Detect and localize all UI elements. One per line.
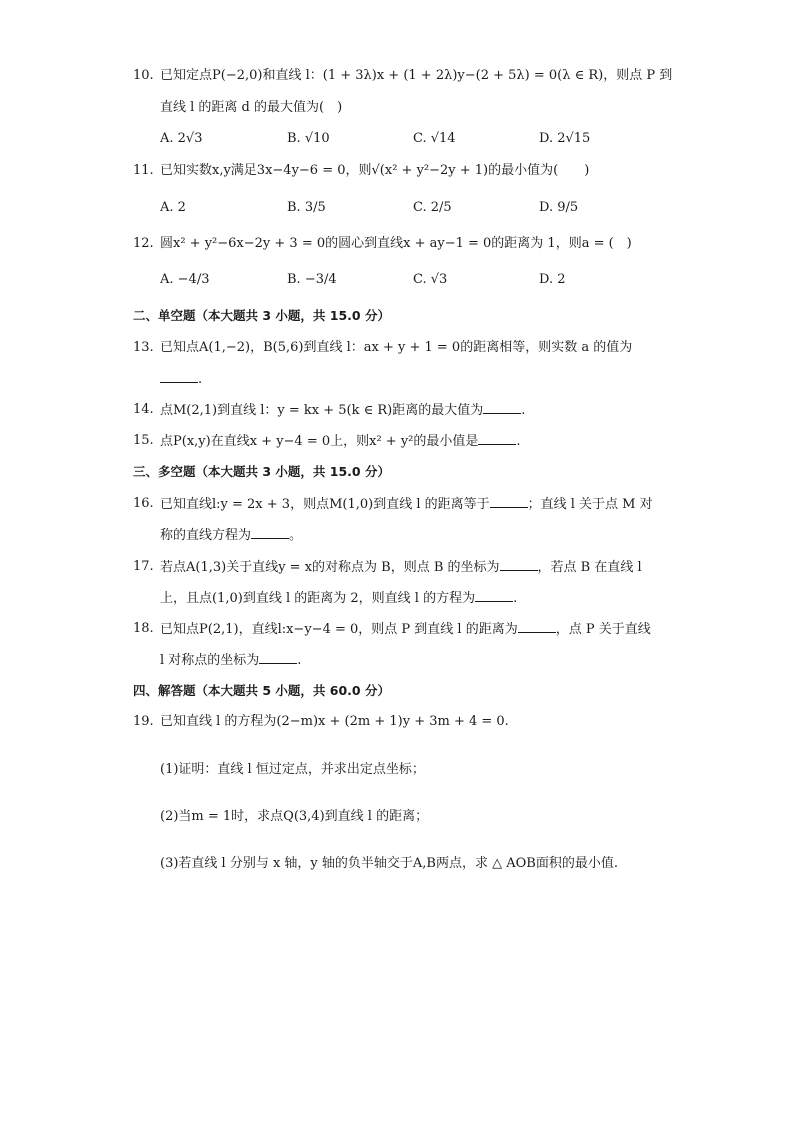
question-number: 11. — [133, 163, 154, 178]
question-text-after: . — [513, 591, 518, 606]
question-text-continued — [160, 650, 301, 671]
question-text: 圆x² + y²−6x−2y + 3 = 0的圆心到直线x + ay−1 = 0的距离为 1，则a = ( ) — [160, 236, 632, 251]
answer-line — [160, 369, 202, 390]
sub-question-1: (1)证明：直线 l 恒过定点，并求出定点坐标； — [160, 762, 425, 777]
answer-blank[interactable] — [259, 650, 297, 664]
answer-blank[interactable] — [500, 557, 538, 571]
question-number: 16. — [133, 496, 154, 511]
question-text-continued — [160, 525, 302, 546]
option-c: C. √3 — [413, 272, 448, 287]
question-text-before: 称的直线方程为 — [160, 528, 252, 543]
question-text — [160, 400, 525, 421]
question-text: 已知实数x,y满足3x−4y−6 = 0，则√(x² + y²−2y + 1)的最小值为( ) — [160, 163, 590, 178]
question-text-continued — [160, 588, 517, 609]
option-d: D. 2√15 — [539, 131, 591, 146]
option-c: C. √14 — [413, 131, 456, 146]
section-heading: 二、单空题（本大题共 3 小题，共 15.0 分） — [133, 308, 390, 323]
question-text: 已知直线 l 的方程为(2−m)x + (2m + 1)y + 3m + 4 = 0. — [160, 714, 509, 729]
punctuation: . — [198, 372, 203, 387]
question-text: 已知点A(1,−2)，B(5,6)到直线 l：ax + y + 1 = 0的距离相等，则实数 a 的值为 — [160, 340, 633, 355]
question-number: 15. — [133, 433, 154, 448]
question-text — [160, 494, 653, 515]
question-number: 10. — [133, 68, 154, 83]
option-b: B. √10 — [287, 131, 330, 146]
question-number: 12. — [133, 236, 154, 251]
option-c: C. 2/5 — [413, 200, 452, 215]
question-text-after: ，点 P 关于直线 — [555, 622, 651, 637]
question-text-before: l 对称点的坐标为 — [160, 653, 260, 668]
question-number: 17. — [133, 559, 154, 574]
question-text — [160, 619, 651, 640]
question-text: 已知定点P(−2,0)和直线 l：(1 + 3λ)x + (1 + 2λ)y−(2 + 5λ) = 0(λ ∈ R)，则点 P 到 — [160, 68, 673, 83]
option-b: B. 3/5 — [287, 200, 326, 215]
question-text — [160, 431, 521, 452]
question-text-after: ，若点 B 在直线 l — [537, 560, 642, 575]
section-heading: 四、解答题（本大题共 5 小题，共 60.0 分） — [133, 683, 390, 698]
option-a: A. 2√3 — [160, 131, 203, 146]
answer-blank[interactable] — [160, 369, 198, 383]
option-d: D. 2 — [539, 272, 566, 287]
question-text-after: . — [297, 653, 302, 668]
section-heading: 三、多空题（本大题共 3 小题，共 15.0 分） — [133, 464, 390, 479]
question-text-before: 若点A(1,3)关于直线y = x的对称点为 B，则点 B 的坐标为 — [160, 560, 500, 575]
answer-blank[interactable] — [478, 431, 516, 445]
answer-blank[interactable] — [475, 588, 513, 602]
question-number: 19. — [133, 714, 154, 729]
sub-question-2: (2)当m = 1时，求点Q(3,4)到直线 l 的距离； — [160, 809, 429, 824]
question-number: 14. — [133, 402, 154, 417]
question-text-continued: 直线 l 的距离 d 的最大值为( ) — [160, 100, 343, 115]
question-number: 13. — [133, 340, 154, 355]
answer-blank[interactable] — [518, 619, 556, 633]
question-text-after: . — [516, 434, 521, 449]
answer-blank[interactable] — [251, 525, 289, 539]
question-text-before: 点M(2,1)到直线 l：y = kx + 5(k ∈ R)距离的最大值为 — [160, 403, 484, 418]
question-text-before: 上，且点(1,0)到直线 l 的距离为 2，则直线 l 的方程为 — [160, 591, 476, 606]
answer-blank[interactable] — [490, 494, 528, 508]
question-text-after: ；直线 l 关于点 M 对 — [527, 497, 653, 512]
option-a: A. 2 — [160, 200, 186, 215]
option-a: A. −4/3 — [160, 272, 210, 287]
question-text-after: . — [521, 403, 526, 418]
question-text-before: 已知直线l:y = 2x + 3，则点M(1,0)到直线 l 的距离等于 — [160, 497, 490, 512]
option-b: B. −3/4 — [287, 272, 337, 287]
answer-blank[interactable] — [483, 400, 521, 414]
option-d: D. 9/5 — [539, 200, 579, 215]
question-text — [160, 557, 642, 578]
question-number: 18. — [133, 621, 154, 636]
question-text-before: 已知点P(2,1)，直线l:x−y−4 = 0，则点 P 到直线 l 的距离为 — [160, 622, 518, 637]
question-text-after: 。 — [289, 528, 303, 543]
question-text-before: 点P(x,y)在直线x + y−4 = 0上，则x² + y²的最小值是 — [160, 434, 479, 449]
sub-question-3: (3)若直线 l 分别与 x 轴，y 轴的负半轴交于A,B两点，求 △ AOB面积的最小值. — [160, 856, 618, 871]
